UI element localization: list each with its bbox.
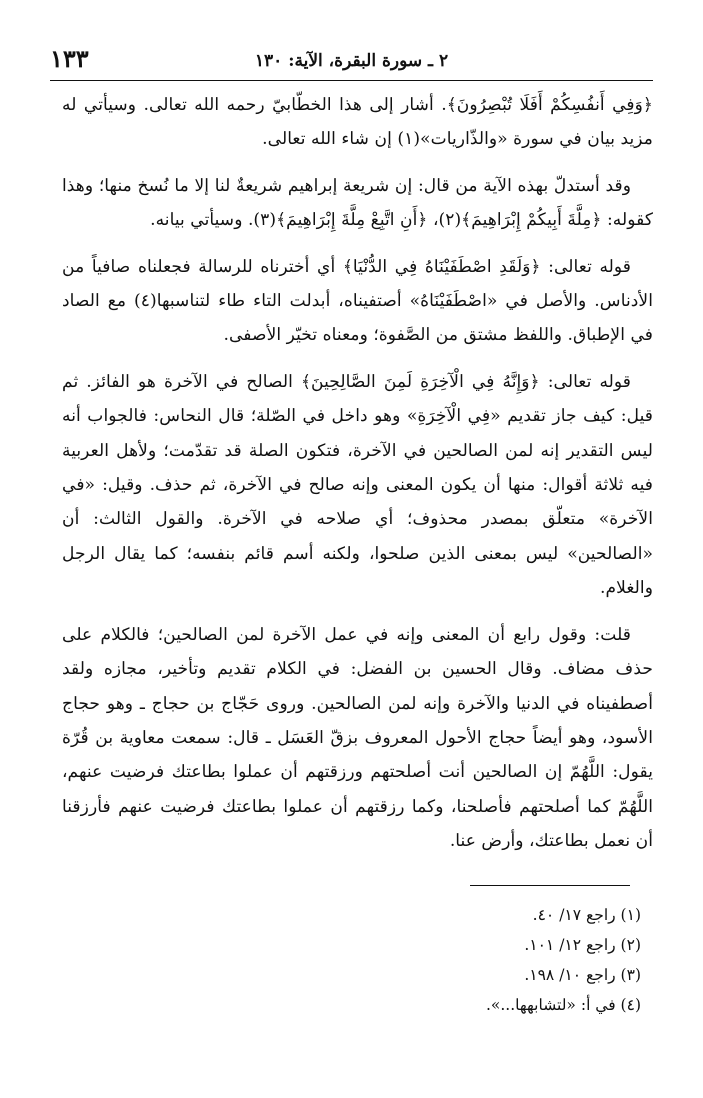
page-number: ١٣٣ [50, 44, 89, 73]
footnote-4: (٤) في أ: «لتشابهها...». [485, 996, 641, 1014]
footnote-1: (١) راجع ١٧/ ٤٠. [532, 906, 641, 924]
paragraph-1: ﴿وَفِي أَنفُسِكُمْ أَفَلَا تُبْصِرُونَ﴾. أشار إلى هذا الخطّابيّ رحمه الله تعالى. وسيأتي له مزيد بيان في سورة «والذّاريات»(١) إن شاء الله تعالى. [62, 95, 653, 150]
paragraph-3: قوله تعالى: ﴿وَلَقَدِ اصْطَفَيْنَاهُ فِي الدُّنْيَا﴾ أي أخترناه للرسالة فجعلناه صافياً من الأدناس. والأصل في «اصْطَفَيْنَاهُ» أصتفيناه، أبدلت التاء طاء لتناسبها(٤) مع الصاد في الإطباق. واللفظ مشتق من الصَّفوة؛ ومعناه تخيّر الأصفى. [62, 256, 654, 346]
footnote-divider [470, 885, 630, 886]
footnote-2: (٢) راجع ١٢/ ١٠١. [524, 936, 641, 954]
paragraph-2: وقد أستدلّ بهذه الآية من قال: إن شريعة إبراهيم شريعةٌ لنا إلا ما نُسخ منها؛ وهذا كقوله: ﴿مِلَّةَ أَبِيكُمْ إِبْرَاهِيمَ﴾(٢)، ﴿أَنِ اتَّبِعْ مِلَّةَ إِبْرَاهِيمَ﴾(٣). وسيأتي بيانه. [62, 175, 653, 231]
paragraph-4: قوله تعالى: ﴿وَإِنَّهُ فِي الْآخِرَةِ لَمِنَ الصَّالِحِينَ﴾ الصالح في الآخرة هو الفائز. ثم قيل: كيف جاز تقديم «فِي الْآخِرَةِ» وهو داخل في الصّلة؛ قال النحاس: فالجواب أنه ليس التقدير إنه لمن الصالحين في الآخرة، فتكون الصلة قد تقدّمت؛ ولأهل العربية فيه ثلاثة أقوال: منها أن يكون المعنى وإنه صالح في الآخرة، ثم حذف. وقيل: «في الآخرة» متعلّق بمصدر محذوف؛ أي صلاحه في الآخرة. والقول الثالث: أن «الصالحين» ليس بمعنى الذين صلحوا، ولكنه أسم قائم بنفسه؛ كما يقال الرجل والغلام. [62, 371, 653, 599]
footnote-3: (٣) راجع ١٠/ ١٩٨. [524, 966, 641, 984]
paragraph-5: قلت: وقول رابع أن المعنى وإنه في عمل الآخرة لمن الصالحين؛ فالكلام على حذف مضاف. وقال الحسين بن الفضل: في الكلام تقديم وتأخير، مجازه ولقد أصطفيناه في الدنيا والآخرة وإنه لمن الصالحين. وروى حَجّاج بن حجاج ـ وهو حجاج الأسود، وهو أيضاً حجاج الأحول المعروف بزقّ العَسَل ـ قال: سمعت معاوية بن قُرّة يقول: اللَّهُمّ إن الصالحين أنت أصلحتهم ورزقتهم أن عملوا بطاعتك فرضيت عنهم، اللَّهُمّ كما أصلحتهم فأصلحنا، وكما رزقتهم أن عملوا بطاعتك فرضيت عنهم فأرزقنا أن نعمل بطاعتك، وأرض عنا. [62, 624, 653, 852]
running-title: ٢ ـ سورة البقرة، الآية: ١٣٠ [254, 51, 449, 71]
page-header [50, 42, 653, 81]
footnotes [400, 900, 641, 1020]
main-text [62, 88, 653, 871]
